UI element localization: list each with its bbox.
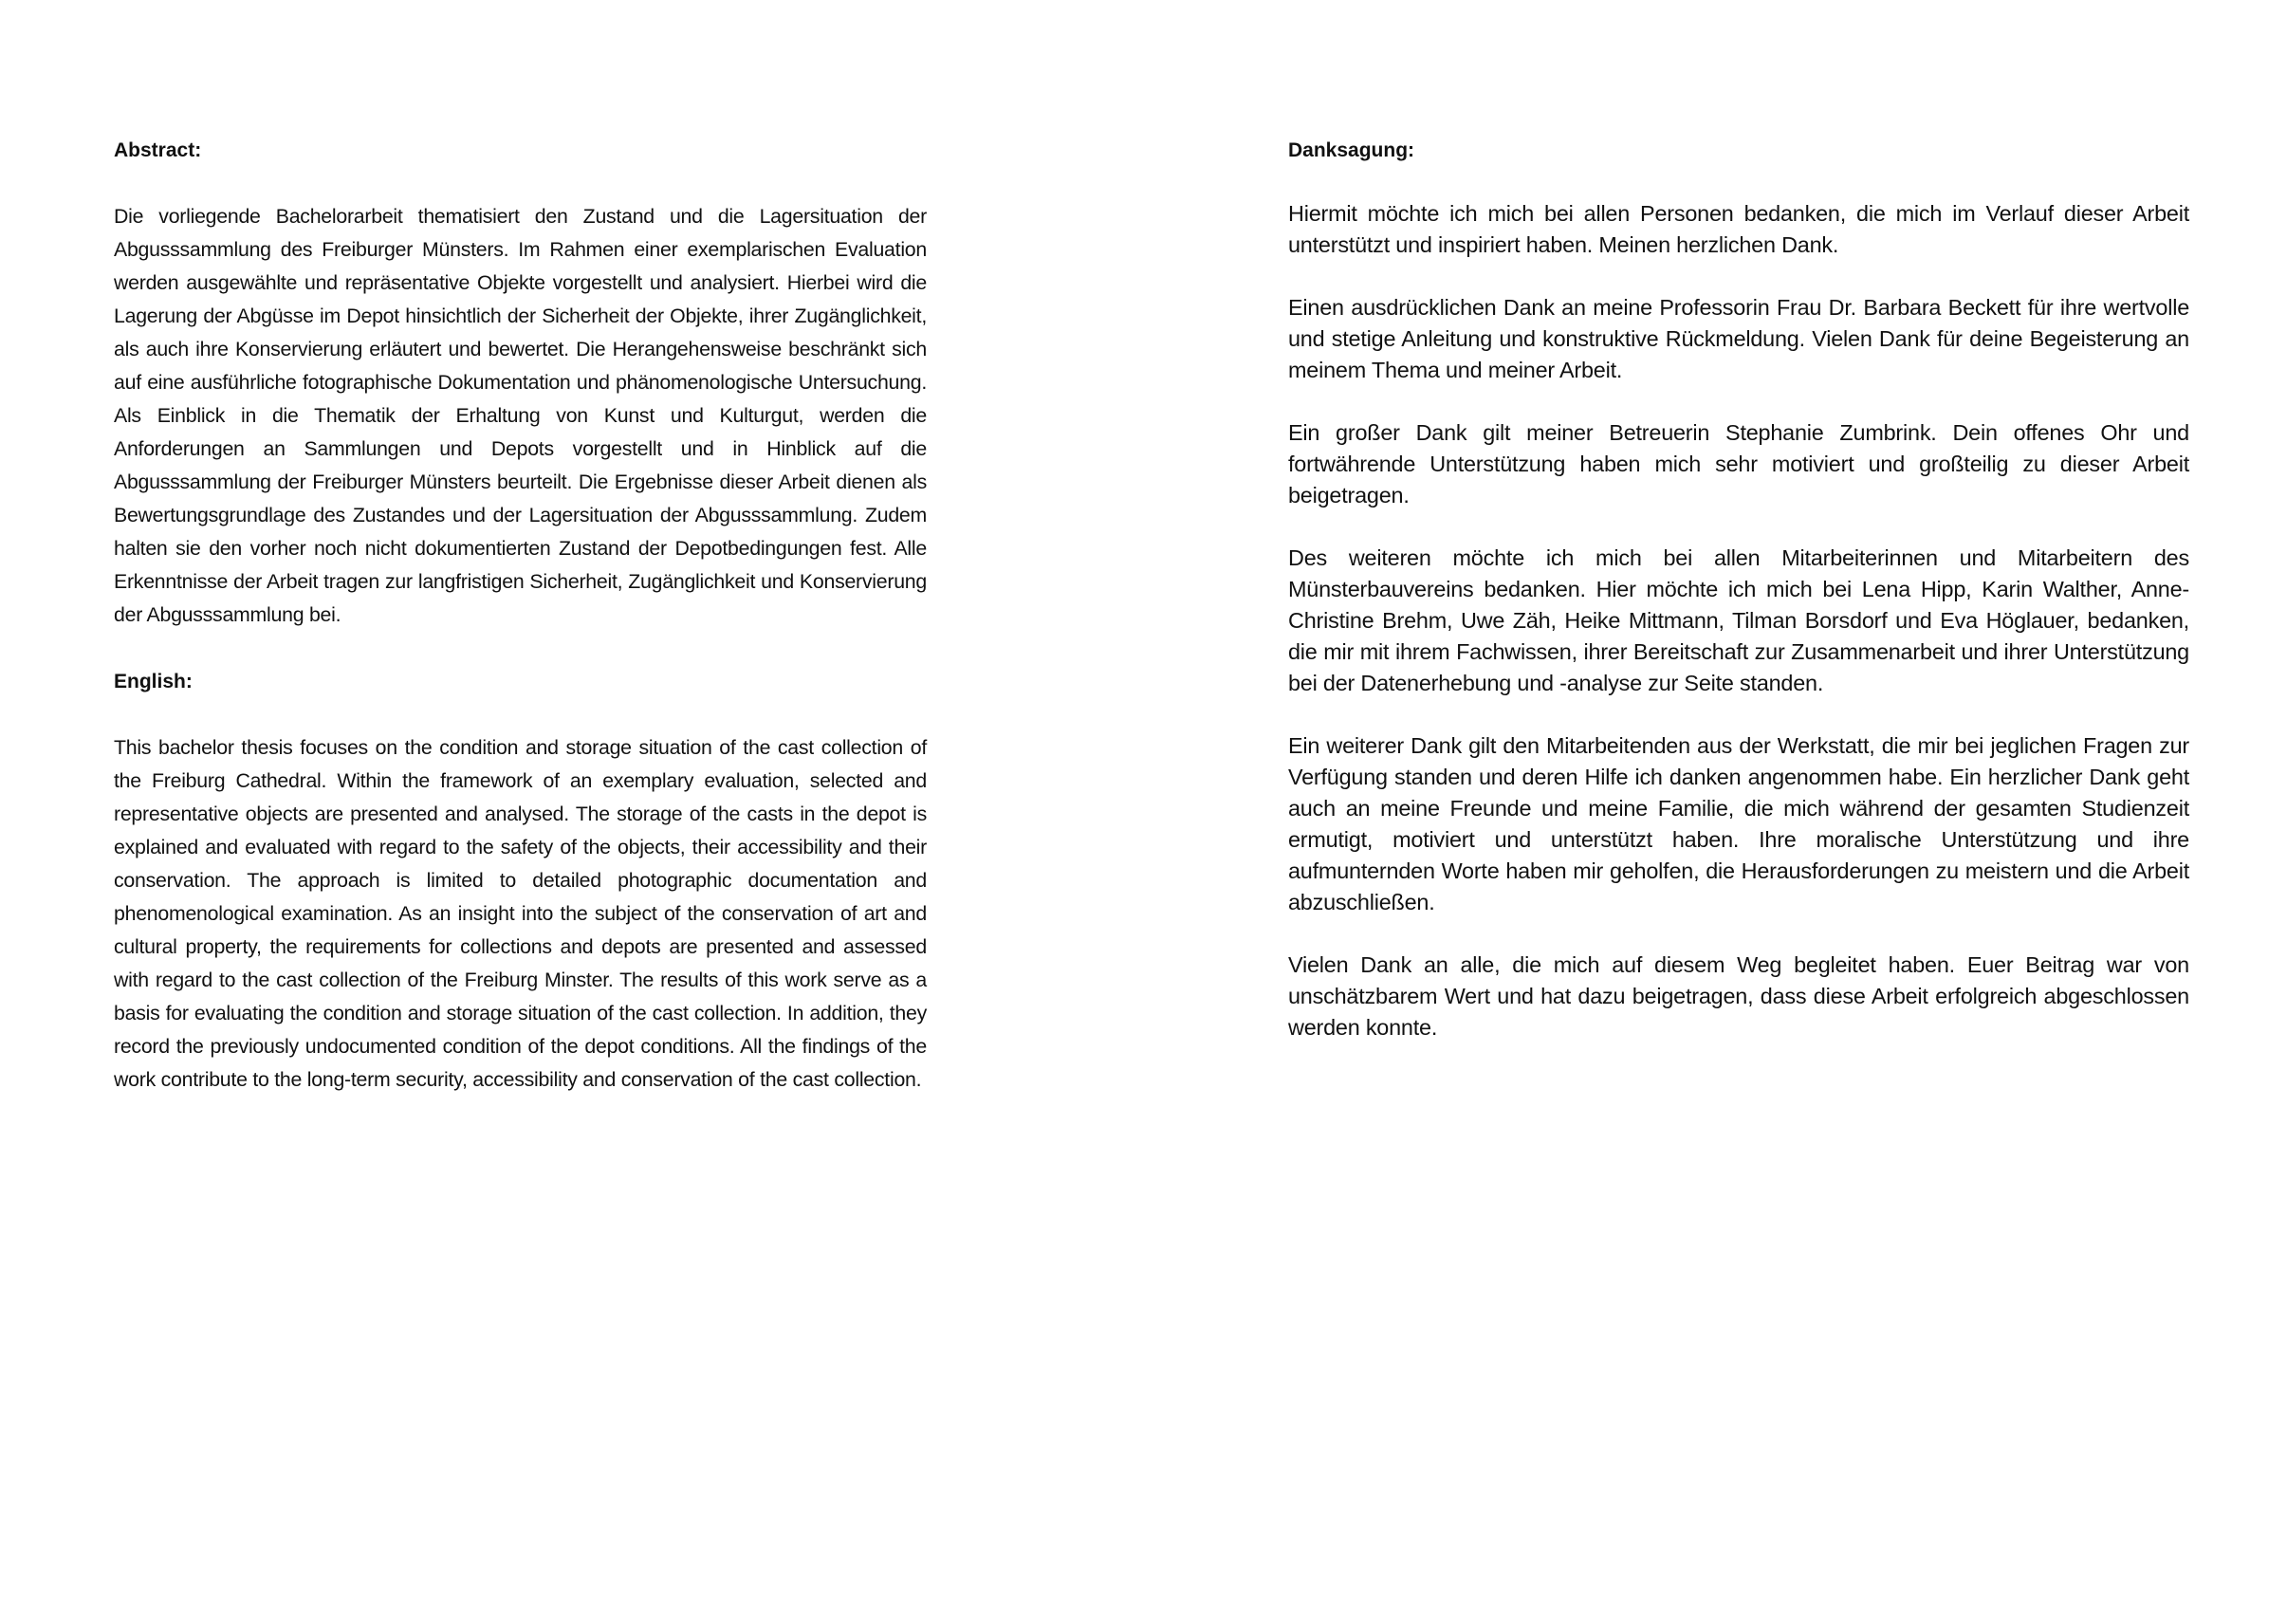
english-paragraph: This bachelor thesis focuses on the condition and storage situation of the cast collection of the Freiburg Cathedral. Within the framework of an exemplary evaluation, selected and representative objects are presented and analysed. The storage of the casts in the depot is explained and evaluated with regard to the safety of the objects, their accessibility and their conservation. The approach is limited to detailed photographic documentation and phenomenological examination. As an insight into the subject of the conservation of art and cultural property, the requirements for collections and depots are presented and assessed with regard to the cast collection of the Freiburg Minster. The results of this work serve as a basis for evaluating the condition and storage situation of the cast collection. In addition, they record the previously undocumented condition of the depot conditions. All the findings of the work contribute to the long-term security, accessibility and conservation of the cast collection. bbox=[114, 736, 927, 1091]
acknowledgements-paragraph-4: Des weiteren möchte ich mich bei allen Mitarbeiterinnen und Mitarbeitern des Münsterbauvereins bedanken. Hier möchte ich mich bei Lena Hipp, Karin Walther, Anne-Christine Brehm, Uwe Zäh, Heike Mittmann, Tilman Borsdorf und Eva Höglauer, bedanken, die mir mit ihrem Fachwissen, ihrer Bereitschaft zur Zusammenarbeit und ihrer Unterstützung bei der Datenerhebung und -analyse zur Seite standen. bbox=[1288, 545, 2189, 695]
acknowledgements-paragraph-3: Ein großer Dank gilt meiner Betreuerin Stephanie Zumbrink. Dein offenes Ohr und fortwährende Unterstützung haben mich sehr motiviert und großteilig zu dieser Arbeit beigetragen. bbox=[1288, 420, 2189, 508]
abstract-paragraph: Die vorliegende Bachelorarbeit thematisiert den Zustand und die Lagersituation der Abgusssammlung des Freiburger Münsters. Im Rahmen einer exemplarischen Evaluation werden ausgewählte und repräsentative Objekte vorgestellt und analysiert. Hierbei wird die Lagerung der Abgüsse im Depot hinsichtlich der Sicherheit der Objekte, ihrer Zugänglichkeit, als auch ihre Konservierung erläutert und bewertet. Die Herangehensweise beschränkt sich auf eine ausführliche fotographische Dokumentation und phänomenologische Untersuchung. Als Einblick in die Thematik der Erhaltung von Kunst und Kulturgut, werden die Anforderungen an Sammlungen und Depots vorgestellt und in Hinblick auf die Abgusssammlung der Freiburger Münsters beurteilt. Die Ergebnisse dieser Arbeit dienen als Bewertungsgrundlage des Zustandes und der Lagersituation der Abgusssammlung. Zudem halten sie den vorher noch nicht dokumentierten Zustand der Depotbedingungen fest. Alle Erkenntnisse der Arbeit tragen zur langfristigen Sicherheit, Zugänglichkeit und Konservierung der Abgusssammlung bei. bbox=[114, 205, 927, 626]
english-heading: English: bbox=[114, 671, 193, 692]
acknowledgements-paragraph-2: Einen ausdrücklichen Dank an meine Professorin Frau Dr. Barbara Beckett für ihre wertvolle und stetige Anleitung und konstruktive Rückmeldung. Vielen Dank für deine Begeisterung an meinem Thema und meiner Arbeit. bbox=[1288, 295, 2189, 382]
left-page bbox=[0, 0, 1143, 1624]
acknowledgements-paragraph-5: Ein weiterer Dank gilt den Mitarbeitenden aus der Werkstatt, die mir bei jeglichen Fragen zur Verfügung standen und deren Hilfe ich danken angenommen habe. Ein herzlicher Dank geht auch an meine Freunde und meine Familie, die mich während der gesamten Studienzeit ermutigt, motiviert und unterstützt haben. Ihre moralische Unterstützung und ihre aufmunternden Worte haben mir geholfen, die Herausforderungen zu meistern und die Arbeit abzuschließen. bbox=[1288, 733, 2189, 914]
acknowledgements-paragraph-6: Vielen Dank an alle, die mich auf diesem Weg begleitet haben. Euer Beitrag war von unschätzbarem Wert und hat dazu beigetragen, dass diese Arbeit erfolgreich abgeschlossen werden konnte. bbox=[1288, 952, 2189, 1040]
right-page bbox=[1143, 0, 2287, 1624]
abstract-column bbox=[114, 134, 927, 1097]
abstract-heading: Abstract: bbox=[114, 139, 202, 161]
acknowledgements-column bbox=[1288, 134, 2189, 1043]
acknowledgements-heading: Danksagung: bbox=[1288, 139, 1415, 161]
acknowledgements-paragraph-1: Hiermit möchte ich mich bei allen Personen bedanken, die mich im Verlauf dieser Arbeit unterstützt und inspiriert haben. Meinen herzlichen Dank. bbox=[1288, 201, 2189, 257]
